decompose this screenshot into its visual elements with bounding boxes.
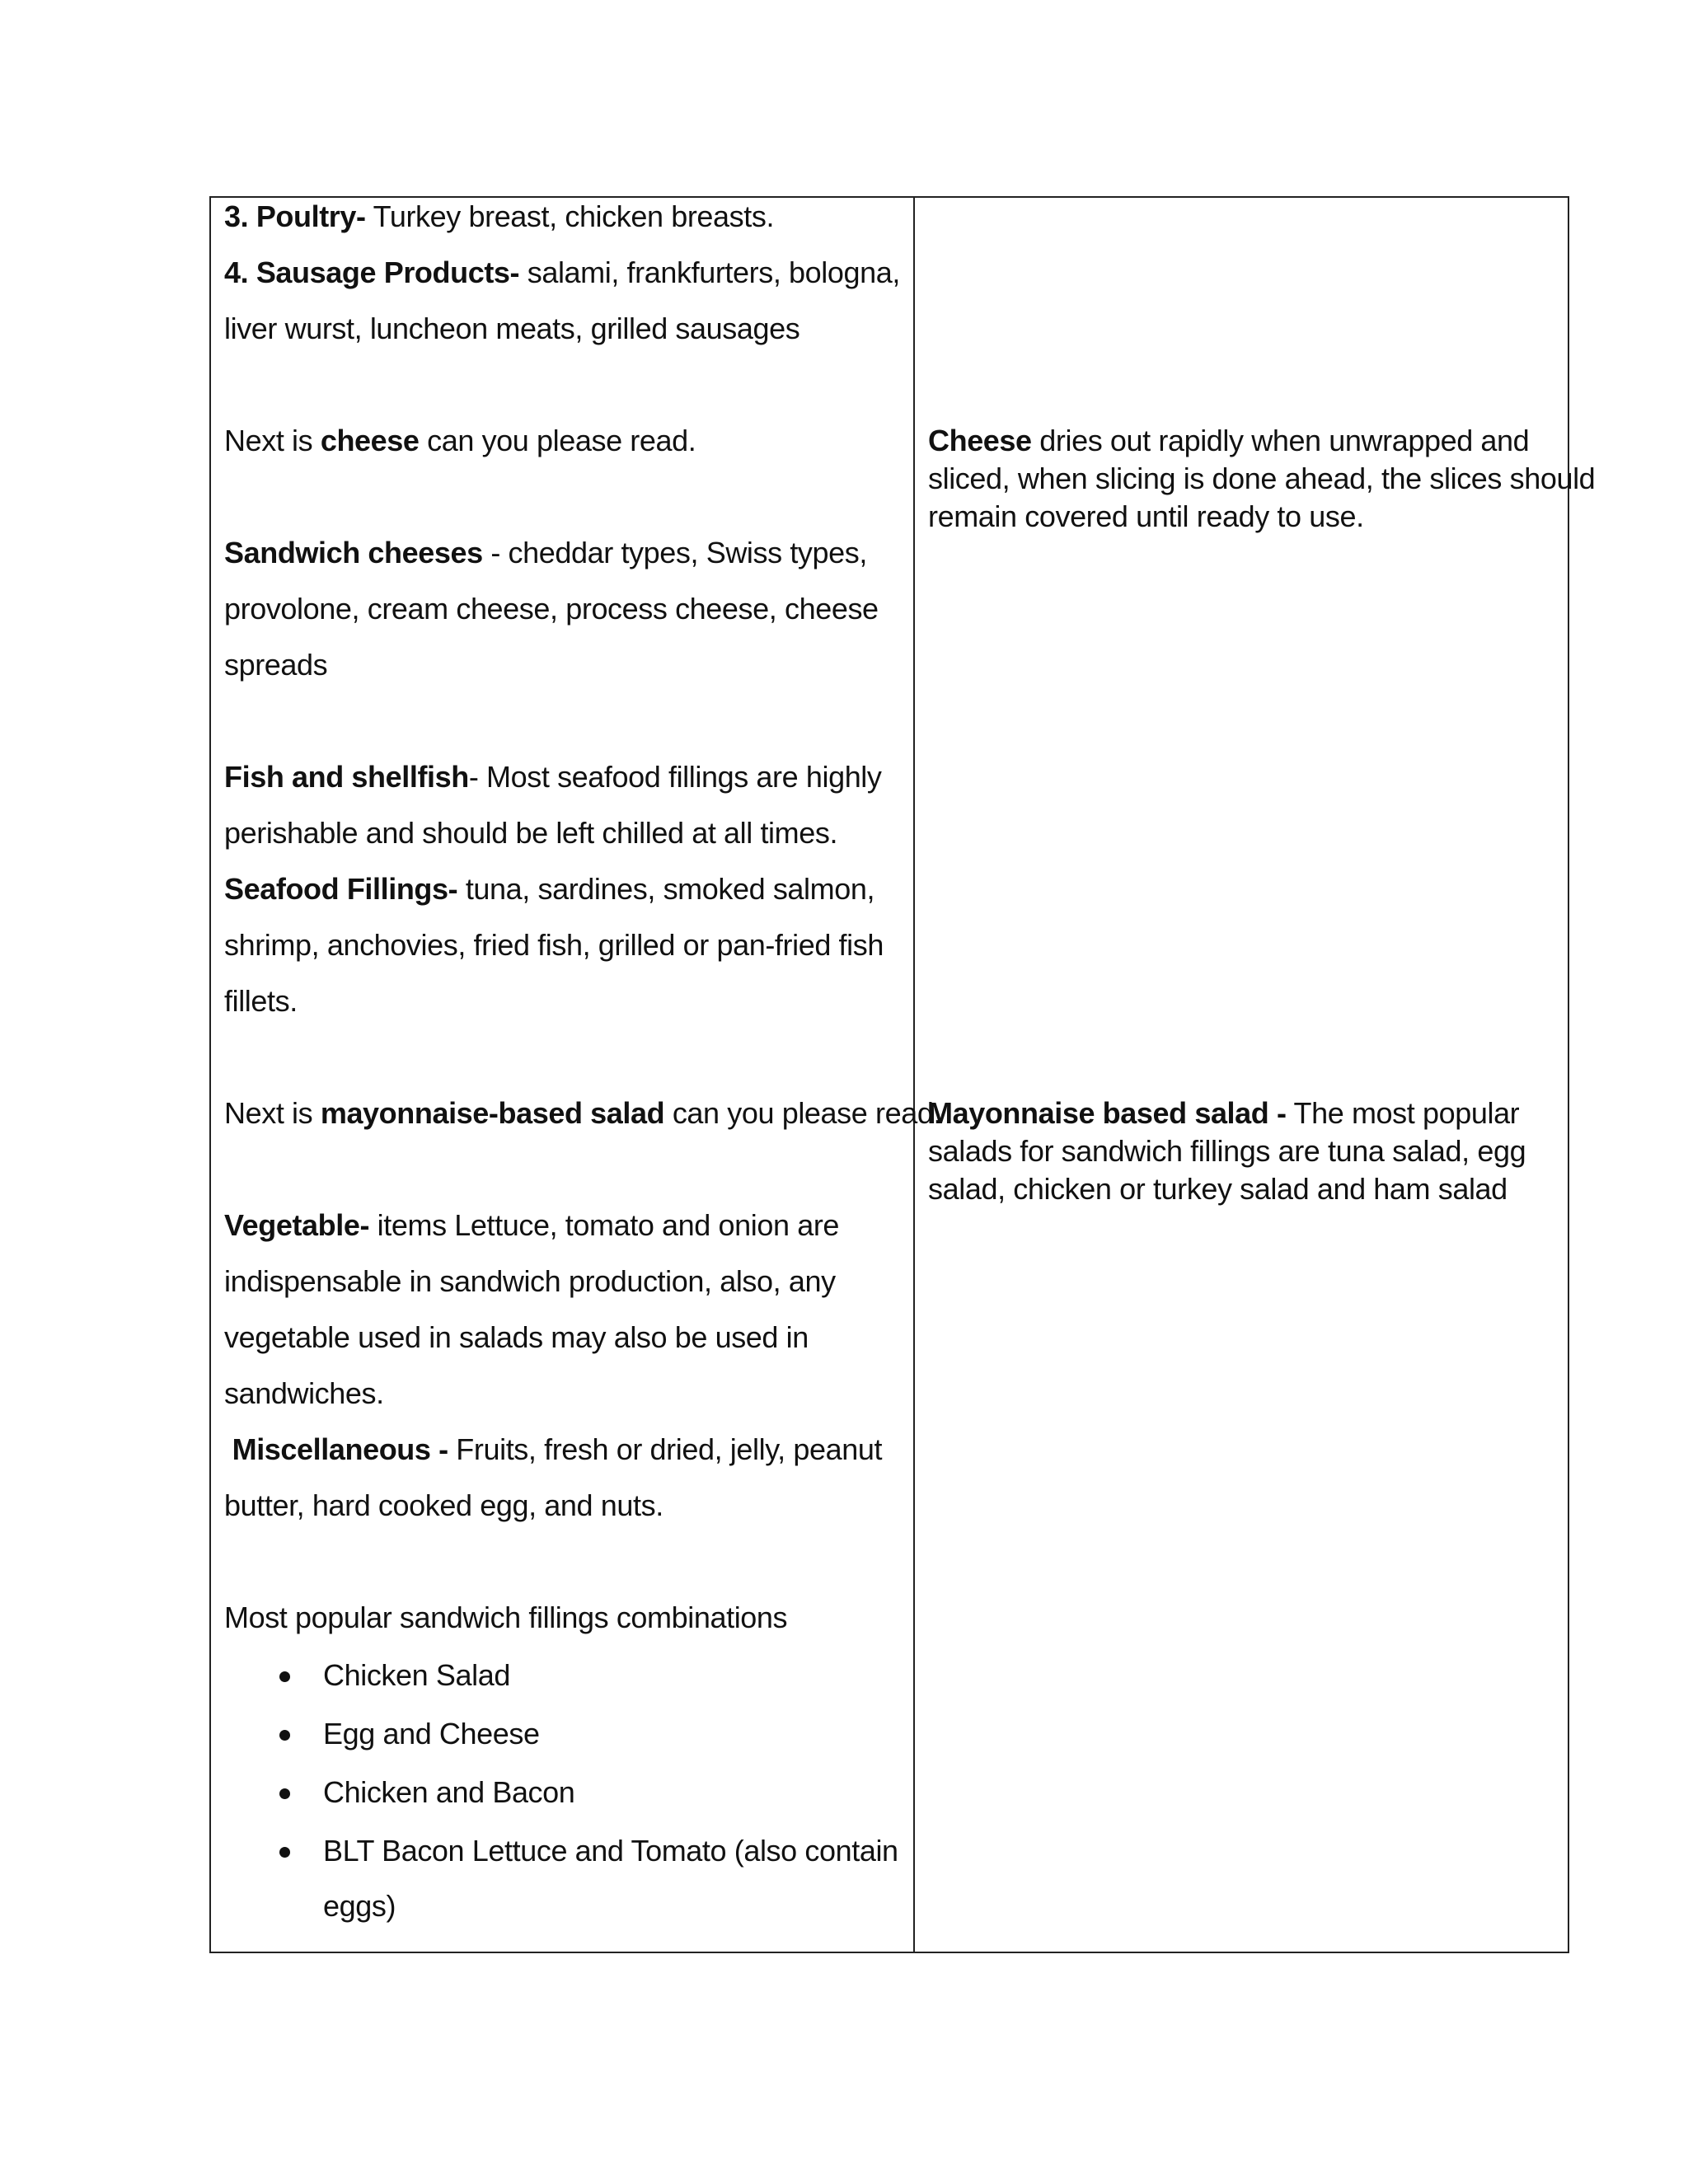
list-item: Chicken Salad (323, 1658, 510, 1692)
sausage-line: 4. Sausage Products- salami, frankfurters, bologna, (224, 255, 900, 289)
seafood-line-2: shrimp, anchovies, fried fish, grilled or pan-fried fish (224, 928, 884, 962)
mayo-intro: Next is mayonnaise-based salad can you please read. (224, 1096, 942, 1130)
column-divider (913, 198, 915, 1952)
fish-line: Fish and shellfish- Most seafood fillings are highly (224, 760, 882, 794)
fish-line-2: perishable and should be left chilled at all times. (224, 816, 838, 850)
misc-line: Miscellaneous - Fruits, fresh or dried, jelly, peanut (224, 1432, 883, 1466)
vegetable-line-2: indispensable in sandwich production, also, any (224, 1264, 836, 1298)
cheese-note-line-3: remain covered until ready to use. (928, 499, 1364, 533)
cheese-note-line-2: sliced, when slicing is done ahead, the slices should (928, 462, 1596, 495)
seafood-line-3: fillets. (224, 984, 298, 1018)
poultry-line: 3. Poultry- Turkey breast, chicken breasts. (224, 199, 775, 233)
sandwich-cheeses-line: Sandwich cheeses - cheddar types, Swiss types, (224, 536, 867, 569)
list-item: BLT Bacon Lettuce and Tomato (also contain (323, 1834, 898, 1868)
sausage-line-2: liver wurst, luncheon meats, grilled sausages (224, 312, 800, 345)
cheese-note-line: Cheese dries out rapidly when unwrapped and (928, 424, 1530, 457)
mayo-note-line: Mayonnaise based salad - The most popular (928, 1096, 1520, 1130)
list-item-continuation: eggs) (323, 1889, 396, 1923)
content-table (209, 196, 1596, 1953)
vegetable-line-3: vegetable used in salads may also be used in (224, 1320, 809, 1354)
sandwich-cheeses-line-2: provolone, cream cheese, process cheese, cheese (224, 592, 879, 626)
bullet-icon (279, 1730, 290, 1741)
bullet-icon (279, 1671, 290, 1682)
misc-line-2: butter, hard cooked egg, and nuts. (224, 1488, 663, 1522)
list-item: Chicken and Bacon (323, 1775, 575, 1809)
mayo-note-line-3: salad, chicken or turkey salad and ham salad (928, 1172, 1507, 1206)
sandwich-cheeses-line-3: spreads (224, 648, 328, 682)
bullet-icon (279, 1847, 290, 1858)
vegetable-line-4: sandwiches. (224, 1376, 384, 1410)
combos-heading: Most popular sandwich fillings combinations (224, 1601, 788, 1634)
bullet-icon (279, 1788, 290, 1799)
vegetable-line: Vegetable- items Lettuce, tomato and onion are (224, 1208, 840, 1242)
cheese-intro: Next is cheese can you please read. (224, 424, 696, 457)
mayo-note-line-2: salads for sandwich fillings are tuna salad, egg (928, 1134, 1526, 1168)
seafood-line: Seafood Fillings- tuna, sardines, smoked salmon, (224, 872, 875, 906)
list-item: Egg and Cheese (323, 1717, 540, 1750)
